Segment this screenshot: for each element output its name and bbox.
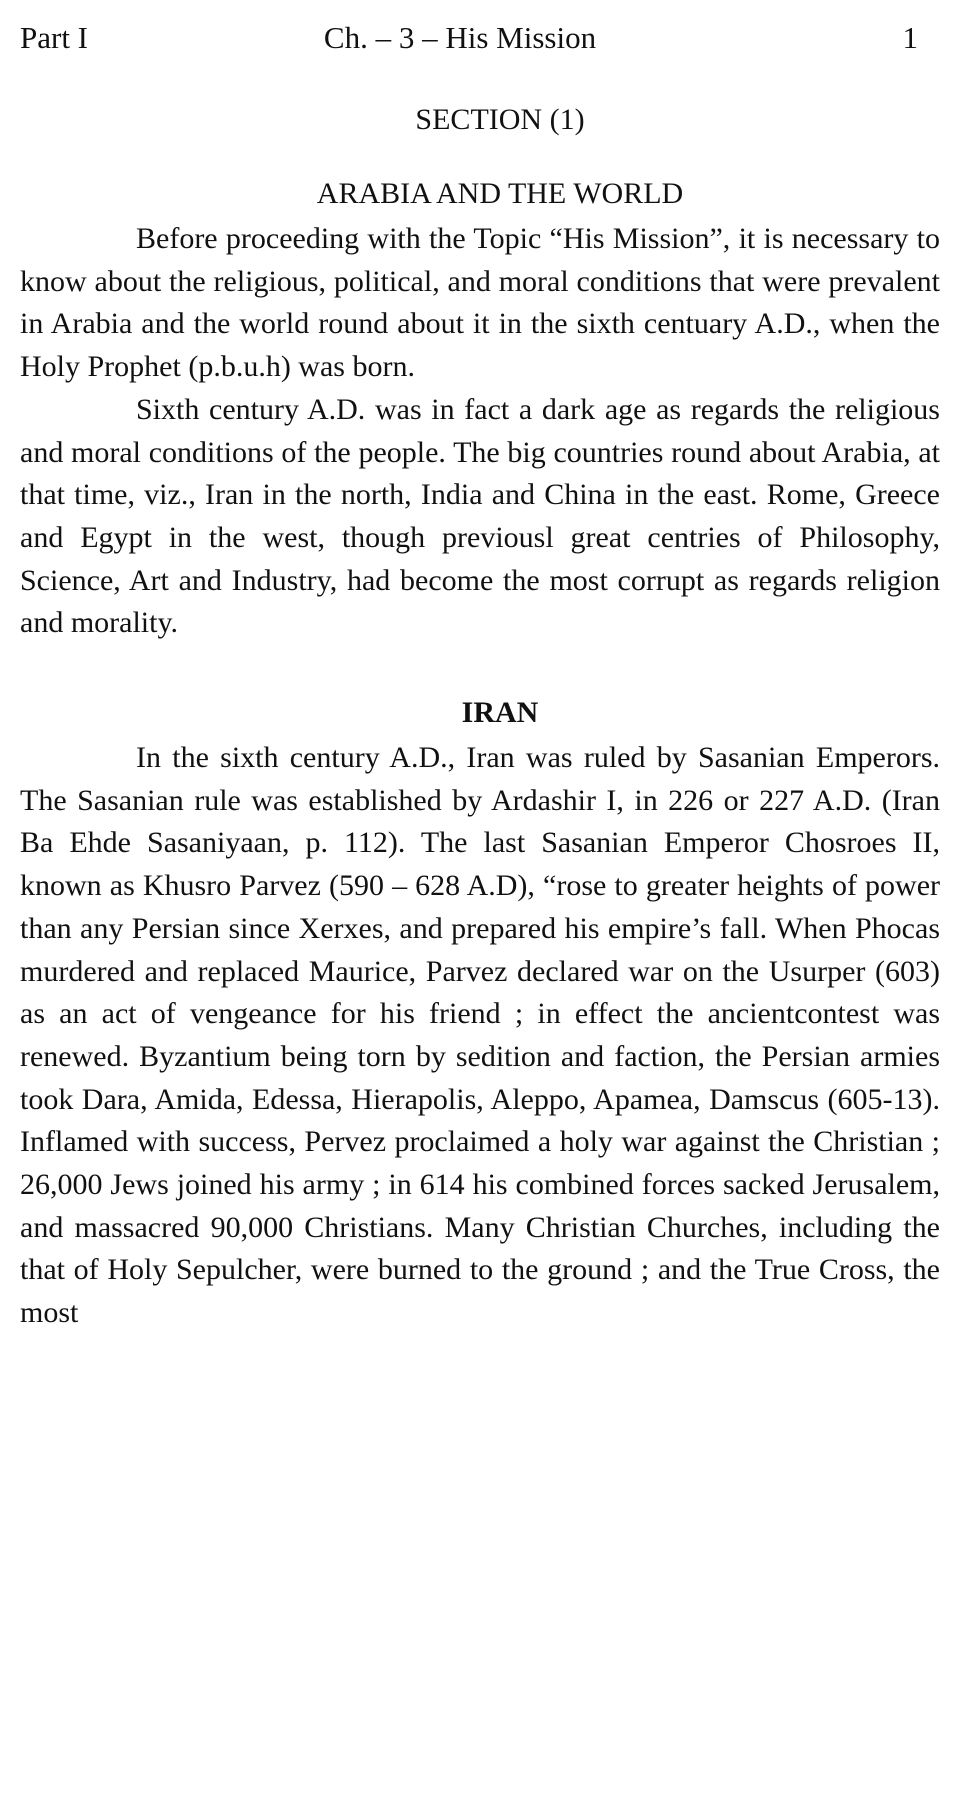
paragraph-intro: Before proceeding with the Topic “His Mission”, it is necessary to know about the religious, political, and moral conditions that were prevalent in Arabia and the world round about it in the sixth centuary A.D., when the Holy Prophet (p.b.u.h) was born. bbox=[20, 222, 940, 384]
running-header bbox=[20, 14, 940, 62]
paragraph-iran: In the sixth century A.D., Iran was ruled by Sasanian Emperors. The Sasanian rule was established by Ardashir I, in 226 or 227 A.D. (Iran Ba Ehde Sasaniyaan, p. 112). The last Sasanian Emperor Chosroes II, known as Khusro Parvez (590 – 628 A.D), “rose to greater heights of power than any Persian since Xerxes, and prepared his empire’s fall. When Phocas murdered and replaced Maurice, Parvez declared war on the Usurper (603) as an act of vengeance for his friend ; in effect the ancientcontest was renewed. Byzantium being torn by sedition and faction, the Persian armies took Dara, Amida, Edessa, Hierapolis, Aleppo, Apamea, Damscus (605-13). Inflamed with success, Pervez proclaimed a holy war against the Christian ; 26,000 Jews joined his army ; in 614 his combined forces sacked Jerusalem, and massacred 90,000 Christians. Many Christian Churches, including the that of Holy Sepulcher, were burned to the ground ; and the True Cross, the most bbox=[20, 741, 940, 1330]
section-title: ARABIA AND THE WORLD bbox=[316, 177, 684, 210]
page-body bbox=[20, 90, 940, 1335]
subheading-iran: IRAN bbox=[461, 696, 539, 730]
paragraph-sixth-century: Sixth century A.D. was in fact a dark age as regards the religious and moral conditions of the people. The big countries round about Arabia, at that time, viz., Iran in the north, India and China in the east. Rome, Greece and Egypt in the west, though previousl great centries of Philosophy, Science, Art and Industry, had become the most corrupt as regards religion and morality. bbox=[20, 392, 940, 640]
page-number: 1 bbox=[902, 20, 918, 55]
section-number: SECTION (1) bbox=[415, 103, 585, 136]
header-chapter-title: Ch. – 3 – His Mission bbox=[323, 20, 597, 55]
header-part-label: Part I bbox=[20, 20, 89, 55]
